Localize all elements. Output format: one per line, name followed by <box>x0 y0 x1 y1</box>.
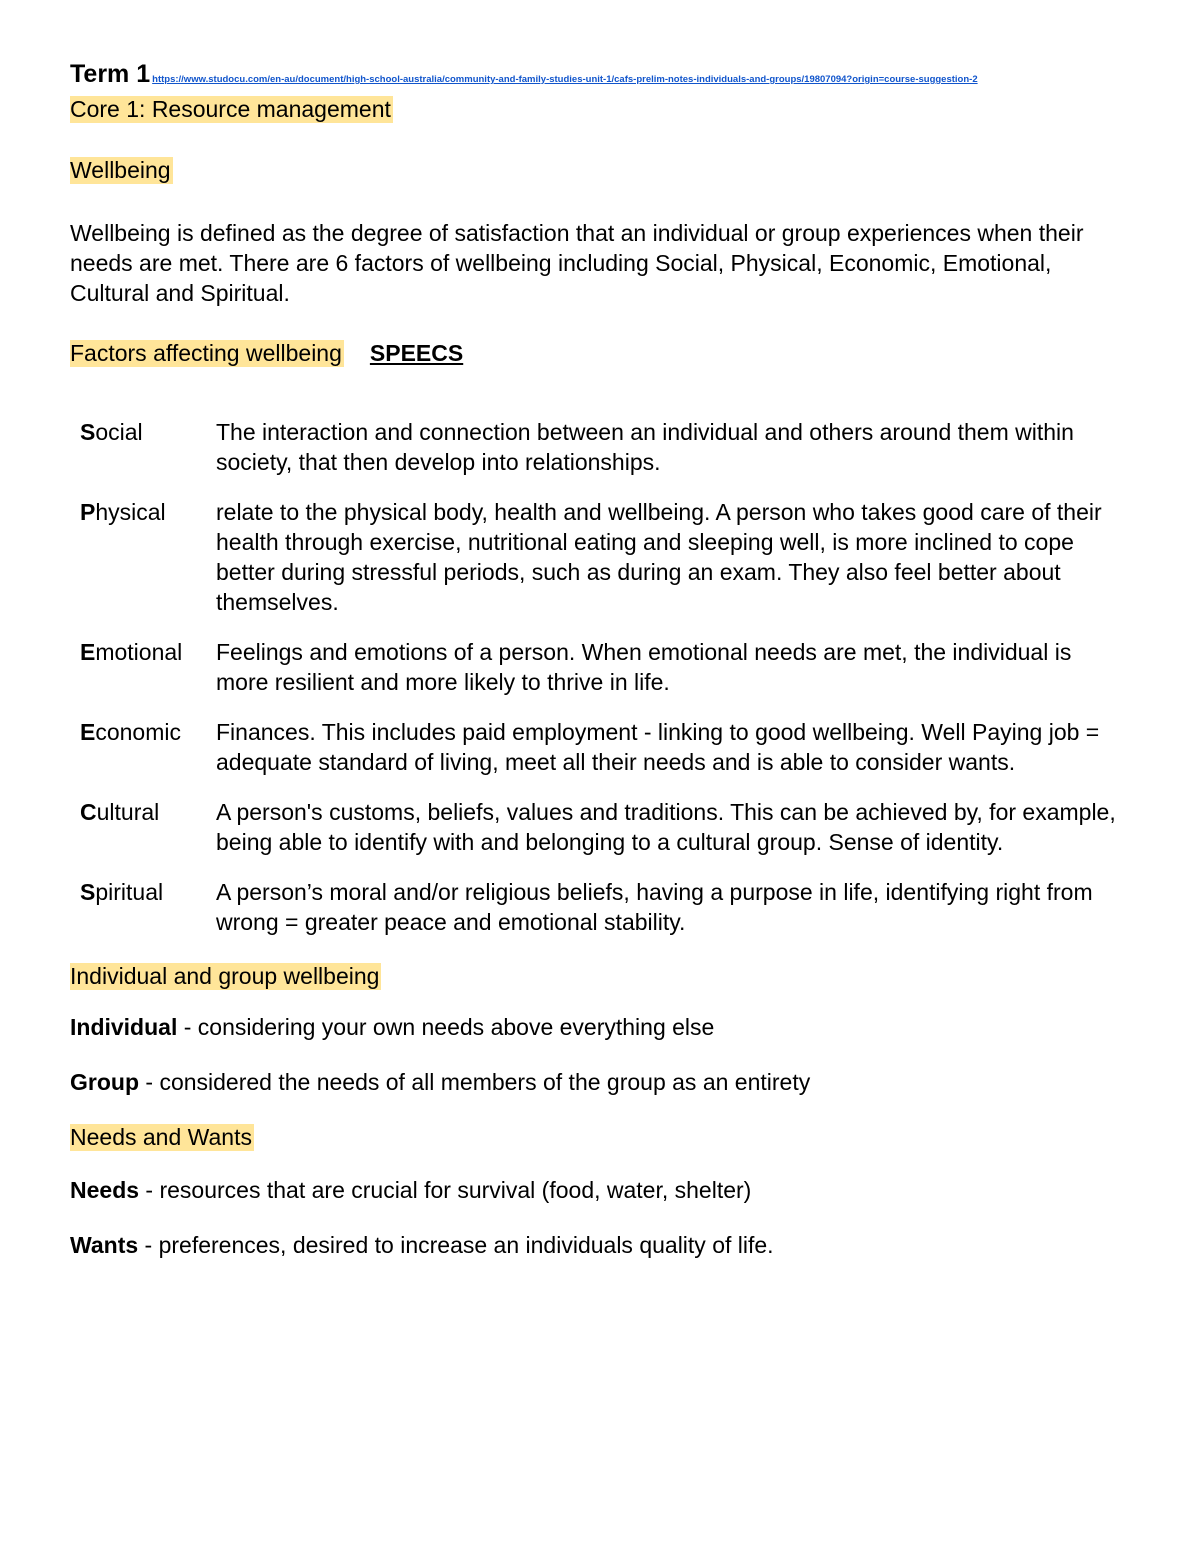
factor-row <box>80 877 1130 957</box>
factors-heading-row <box>70 340 1130 367</box>
core-heading <box>70 96 1130 123</box>
needs-wants-heading <box>70 1124 1130 1151</box>
individual-definition <box>70 1014 1130 1041</box>
factor-row <box>80 497 1130 637</box>
factor-name <box>80 637 216 717</box>
factor-name-rest: ocial <box>95 419 143 445</box>
term-title: Term 1 <box>70 60 151 88</box>
wellbeing-heading <box>70 157 1130 184</box>
factor-initial: S <box>80 879 96 905</box>
factor-description: A person’s moral and/or religious beliefs, having a purpose in life, identifying right from wrong = greater peace and emotional stability. <box>216 879 1093 935</box>
group-text: - considered the needs of all members of the group as an entirety <box>139 1069 811 1095</box>
wants-term: Wants <box>70 1232 139 1258</box>
factor-name-rest: motional <box>95 639 183 665</box>
wellbeing-definition: Wellbeing is defined as the degree of satisfaction that an individual or group experiences when their needs are met. There are 6 factors of wellbeing including Social, Physical, Economic, Emotional, Cultural and Spiritual. <box>70 220 1084 306</box>
factors-table <box>80 417 1130 957</box>
needs-wants-heading-text: Needs and Wants <box>70 1124 252 1150</box>
factor-description: relate to the physical body, health and wellbeing. A person who takes good care of their health through exercise, nutritional eating and sleeping well, is more inclined to cope better during stressful periods, such as during an exam. They also feel better about themselves. <box>216 499 1102 615</box>
group-term: Group <box>70 1069 139 1095</box>
wellbeing-heading-text: Wellbeing <box>70 157 171 183</box>
factor-initial: P <box>80 499 96 525</box>
title-line <box>70 60 1130 92</box>
document-page <box>70 60 1130 1259</box>
factor-name-rest: piritual <box>95 879 164 905</box>
factor-name <box>80 797 216 877</box>
factor-initial: E <box>80 639 96 665</box>
factor-description: Feelings and emotions of a person. When emotional needs are met, the individual is more resilient and more likely to thrive in life. <box>216 639 1072 695</box>
needs-definition <box>70 1177 1130 1204</box>
factor-name <box>80 497 216 637</box>
wants-definition <box>70 1232 1130 1259</box>
factor-name <box>80 717 216 797</box>
factor-description: Finances. This includes paid employment - linking to good wellbeing. Well Paying job = adequate standard of living, meet all their needs and is able to consider wants. <box>216 719 1100 775</box>
factor-initial: S <box>80 419 96 445</box>
factor-name <box>80 417 216 497</box>
group-definition <box>70 1069 1130 1096</box>
factor-name-rest: hysical <box>95 499 166 525</box>
factor-row <box>80 417 1130 497</box>
core-heading-text: Core 1: Resource management <box>70 96 391 122</box>
factor-name <box>80 877 216 957</box>
factor-name-rest: ultural <box>96 799 160 825</box>
factor-row <box>80 797 1130 877</box>
factor-description: The interaction and connection between an individual and others around them within society, that then develop into relationships. <box>216 419 1074 475</box>
factor-name-rest: conomic <box>95 719 181 745</box>
individual-term: Individual <box>70 1014 178 1040</box>
factor-row <box>80 717 1130 797</box>
individual-text: - considering your own needs above everything else <box>177 1014 715 1040</box>
factor-initial: E <box>80 719 96 745</box>
source-link[interactable]: https://www.studocu.com/en-au/document/high-school-australia/community-and-family-studies-unit-1/cafs-prelim-notes-individuals-and-groups/19807094?origin=course-suggestion-2 <box>152 74 978 85</box>
wants-text: - preferences, desired to increase an individuals quality of life. <box>138 1232 774 1258</box>
individual-group-heading <box>70 963 1130 990</box>
factor-initial: C <box>80 799 97 825</box>
individual-group-heading-text: Individual and group wellbeing <box>70 963 380 989</box>
factors-heading: Factors affecting wellbeing <box>70 340 342 366</box>
needs-text: - resources that are crucial for survival (food, water, shelter) <box>139 1177 752 1203</box>
needs-term: Needs <box>70 1177 140 1203</box>
speecs-acronym: SPEECS <box>369 340 464 366</box>
factor-row <box>80 637 1130 717</box>
factor-description: A person's customs, beliefs, values and traditions. This can be achieved by, for example, being able to identify with and belonging to a cultural group. Sense of identity. <box>216 799 1116 855</box>
